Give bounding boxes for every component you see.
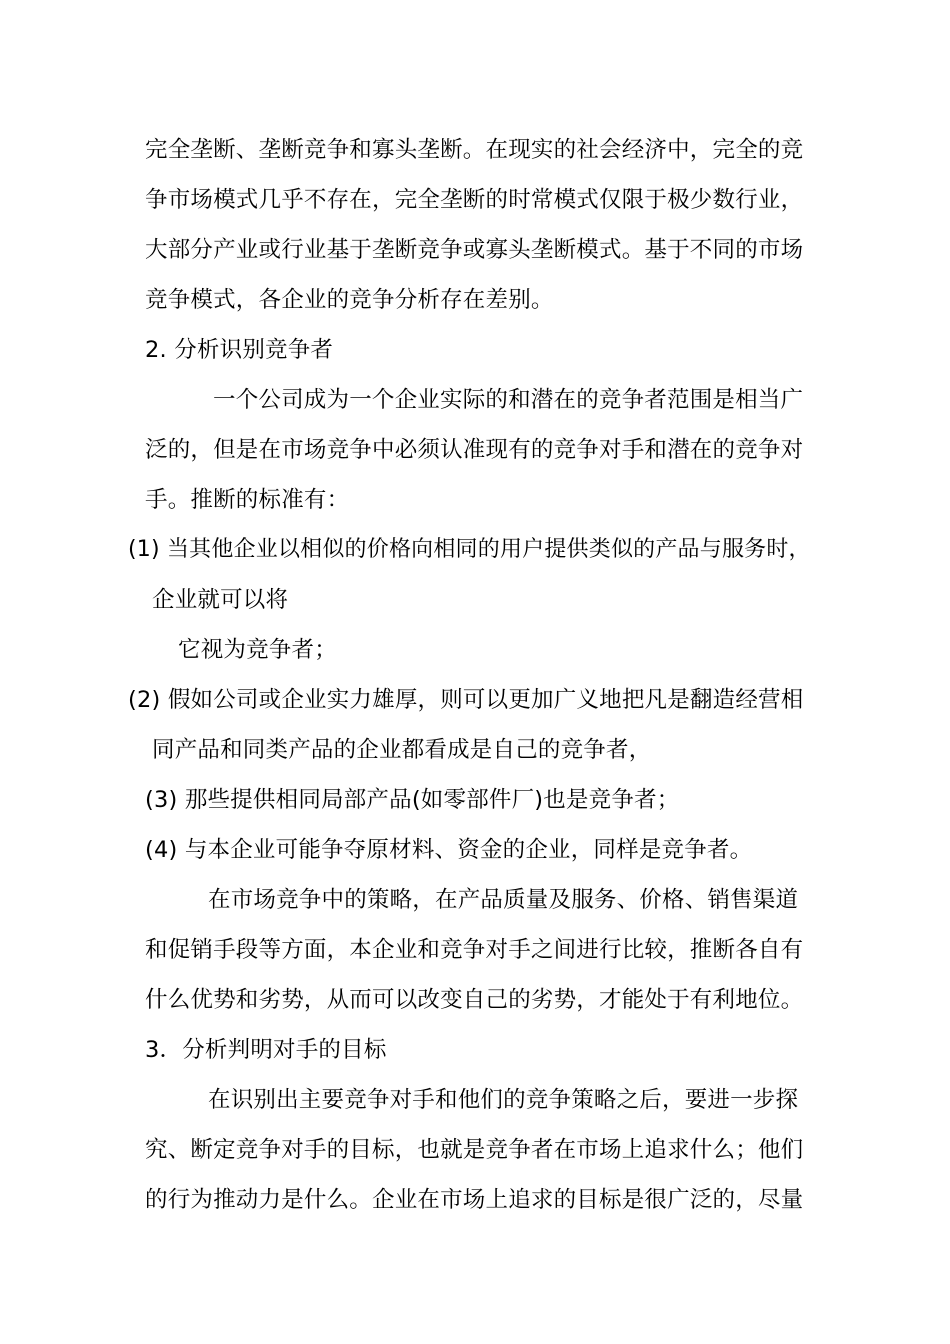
list-item-1-continuation: 企业就可以将 (152, 587, 289, 613)
body-text-line: 的行为推动力是什么。企业在市场上追求的目标是很广泛的，尽量 (145, 1187, 804, 1213)
section-heading: 3．分析判明对手的目标 (145, 1037, 387, 1063)
list-item-2-continuation: 同产品和同类产品的企业都看成是自己的竞争者， (152, 737, 652, 763)
paragraph-start-line: 一个公司成为一个企业实际的和潜在的竞争者范围是相当广 (213, 387, 804, 413)
list-item-2: (2) 假如公司或企业实力雄厚，则可以更加广义地把凡是翻造经营相 (128, 687, 804, 713)
body-text-line: 泛的，但是在市场竞争中必须认准现有的竞争对手和潜在的竞争对 (145, 437, 804, 463)
list-item-1: (1) 当其他企业以相似的价格向相同的用户提供类似的产品与服务时， (128, 537, 811, 562)
body-text-line: 究、断定竞争对手的目标，也就是竞争者在市场上追求什么；他们 (145, 1137, 804, 1163)
body-text-line: 手。推断的标准有： (145, 487, 350, 513)
body-text-line: 什么优势和劣势，从而可以改变自己的劣势，才能处于有利地位。 (145, 987, 804, 1013)
body-text-line: 争市场模式几乎不存在，完全垄断的时常模式仅限于极少数行业， (145, 187, 804, 213)
list-item-4: (4) 与本企业可能争夺原材料、资金的企业，同样是竞争者。 (145, 837, 753, 863)
body-text-line: 大部分产业或行业基于垄断竞争或寡头垄断模式。基于不同的市场 (145, 237, 804, 263)
list-item-1-continuation: 它视为竞争者； (178, 637, 337, 663)
body-text-line: 竞争模式，各企业的竞争分析存在差别。 (145, 287, 554, 313)
paragraph-start-line: 在识别出主要竞争对手和他们的竞争策略之后，要进一步探 (208, 1087, 799, 1113)
section-heading: 2. 分析识别竞争者 (145, 337, 334, 363)
paragraph-start-line: 在市场竞争中的策略，在产品质量及服务、价格、销售渠道 (208, 887, 799, 913)
body-text-line: 和促销手段等方面，本企业和竞争对手之间进行比较，推断各自有 (145, 937, 804, 963)
list-item-3: (3) 那些提供相同局部产品(如零部件厂)也是竞争者； (145, 787, 680, 813)
body-text-line: 完全垄断、垄断竞争和寡头垄断。在现实的社会经济中，完全的竞 (145, 137, 804, 163)
